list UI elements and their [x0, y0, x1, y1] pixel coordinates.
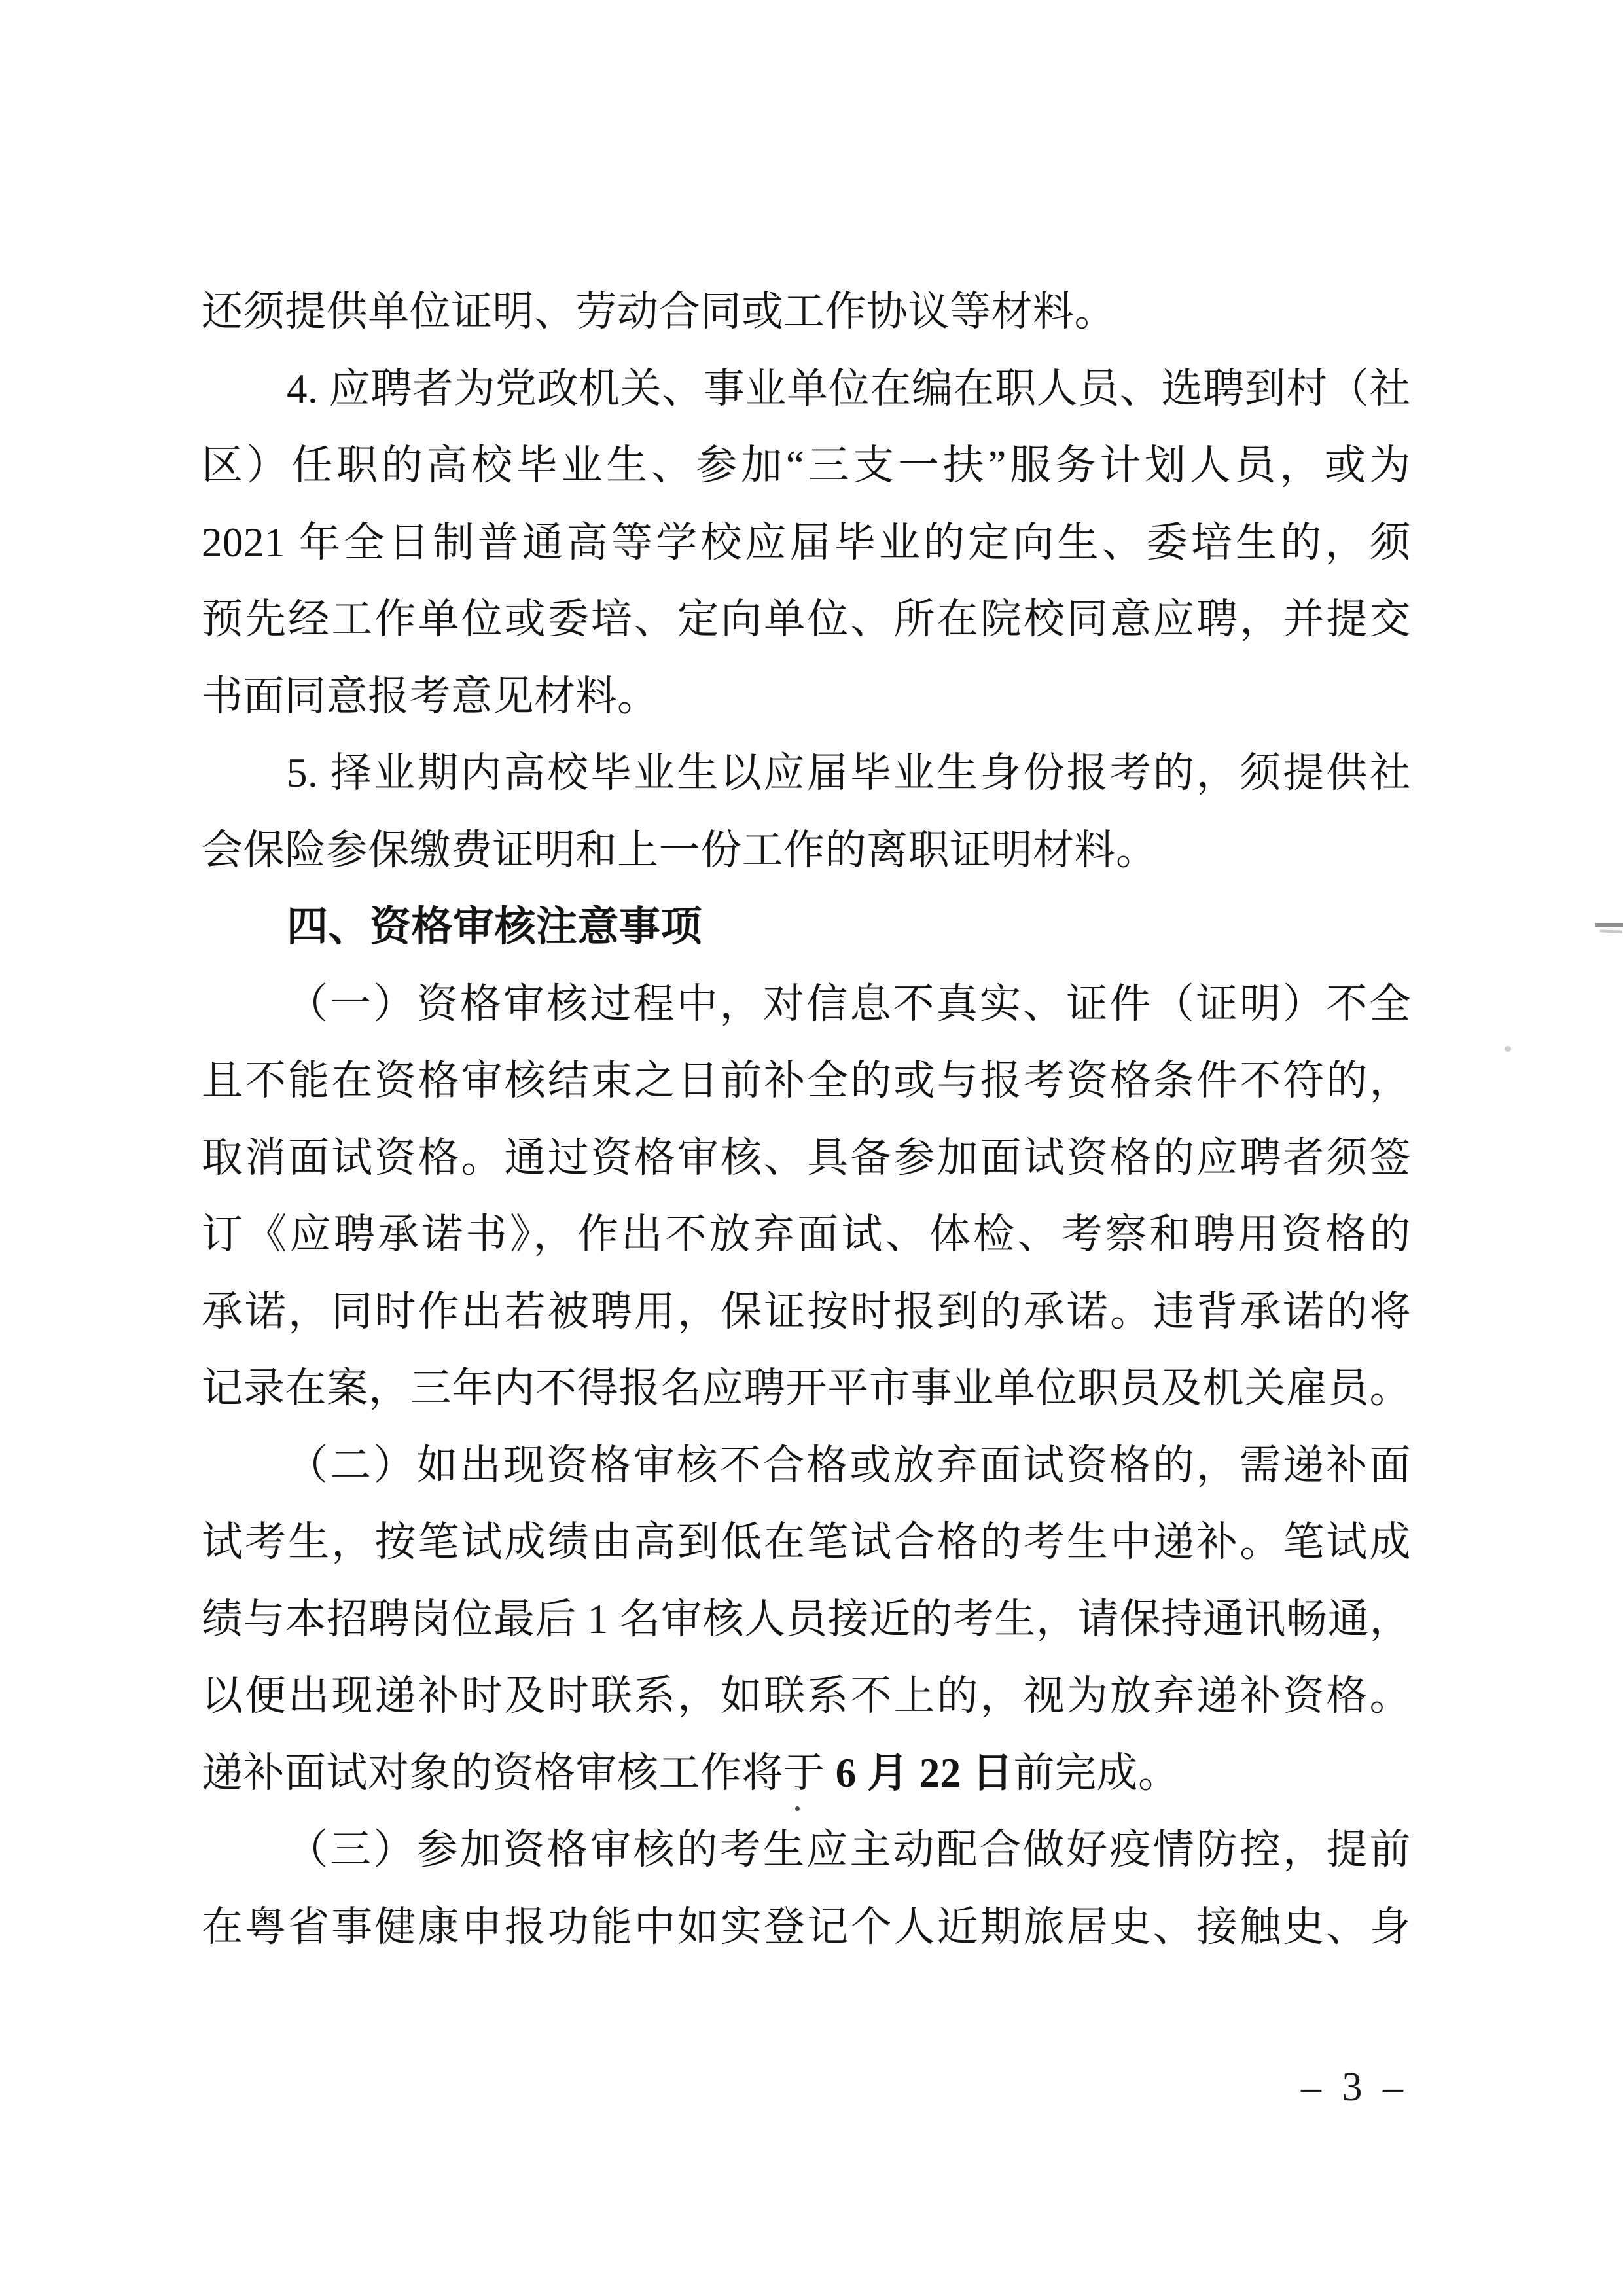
text-line-16 [202, 1427, 1411, 1505]
scan-artifact-dash [1595, 923, 1623, 927]
text-segment: 递补面试对象的资格审核工作将于 [202, 1749, 836, 1796]
text-line-17 [202, 1504, 1411, 1581]
text-line-14 [202, 1274, 1411, 1351]
text-line-7 [202, 735, 1411, 812]
text-segment: （三）参加资格审核的考生应主动配合做好疫情防控，提前 [287, 1827, 1411, 1873]
text-segment: 在粤省事健康申报功能中如实登记个人近期旅居史、接触史、身 [202, 1903, 1411, 1950]
text-line-3 [202, 427, 1411, 505]
text-line-6 [202, 658, 1411, 736]
text-line-12 [202, 1120, 1411, 1197]
text-line-18 [202, 1581, 1411, 1659]
text-segment: 会保险参保缴费证明和上一份工作的离职证明材料。 [202, 827, 1158, 873]
text-segment: 书面同意报考意见材料。 [202, 673, 659, 719]
document-body [202, 274, 1411, 1965]
text-segment: 绩与本招聘岗位最后 1 名审核人员接近的考生，请保持通讯畅通， [202, 1596, 1411, 1642]
text-segment: 取消面试资格。通过资格审核、具备参加面试资格的应聘者须签 [202, 1134, 1411, 1181]
text-segment: 4. 应聘者为党政机关、事业单位在编在职人员、选聘到村（社 [287, 365, 1411, 412]
text-line-9 [202, 889, 1411, 966]
text-line-2 [202, 351, 1411, 428]
scan-artifact-dot [795, 1806, 800, 1811]
text-line-22 [202, 1889, 1411, 1966]
text-segment: 以便出现递补时及时联系，如联系不上的，视为放弃递补资格。 [202, 1673, 1411, 1719]
bold-text-segment: 四、资格审核注意事项 [287, 904, 702, 950]
bold-text-segment: 6 月 22 日 [835, 1749, 1014, 1796]
text-segment: 订《应聘承诺书》，作出不放弃面试、体检、考察和聘用资格的 [202, 1211, 1411, 1257]
text-segment: 承诺，同时作出若被聘用，保证按时报到的承诺。违背承诺的将 [202, 1288, 1411, 1335]
text-line-8 [202, 812, 1411, 889]
text-segment: （一）资格审核过程中，对信息不真实、证件（证明）不全 [287, 980, 1411, 1027]
text-line-15 [202, 1350, 1411, 1427]
text-line-19 [202, 1658, 1411, 1735]
text-line-11 [202, 1043, 1411, 1120]
text-segment: 且不能在资格审核结束之日前补全的或与报考资格条件不符的， [202, 1058, 1411, 1103]
text-segment: （二）如出现资格审核不合格或放弃面试资格的，需递补面 [287, 1442, 1411, 1488]
text-line-10 [202, 966, 1411, 1043]
scan-artifact-dash-faint [1600, 929, 1622, 933]
text-segment: 2021 年全日制普通高等学校应届毕业的定向生、委培生的，须 [202, 519, 1411, 565]
text-segment: 记录在案，三年内不得报名应聘开平市事业单位职员及机关雇员。 [202, 1365, 1411, 1411]
text-segment: 5. 择业期内高校毕业生以应届毕业生身份报考的，须提供社 [287, 750, 1411, 796]
text-segment: 还须提供单位证明、劳动合同或工作协议等材料。 [202, 289, 1116, 334]
text-segment: 区）任职的高校毕业生、参加“三支一扶”服务计划人员，或为 [202, 442, 1411, 488]
text-line-4 [202, 505, 1411, 582]
text-segment: 预先经工作单位或委培、定向单位、所在院校同意应聘，并提交 [202, 596, 1411, 642]
scan-artifact-dot [1505, 1046, 1511, 1052]
text-line-1 [202, 274, 1411, 351]
text-line-21 [202, 1812, 1411, 1889]
page-number: – 3 – [1301, 2065, 1408, 2109]
text-segment: 试考生，按笔试成绩由高到低在笔试合格的考生中递补。笔试成 [202, 1519, 1411, 1565]
text-line-13 [202, 1196, 1411, 1274]
text-line-5 [202, 581, 1411, 658]
text-line-20 [202, 1735, 1411, 1812]
text-segment: 前完成。 [1013, 1749, 1180, 1796]
